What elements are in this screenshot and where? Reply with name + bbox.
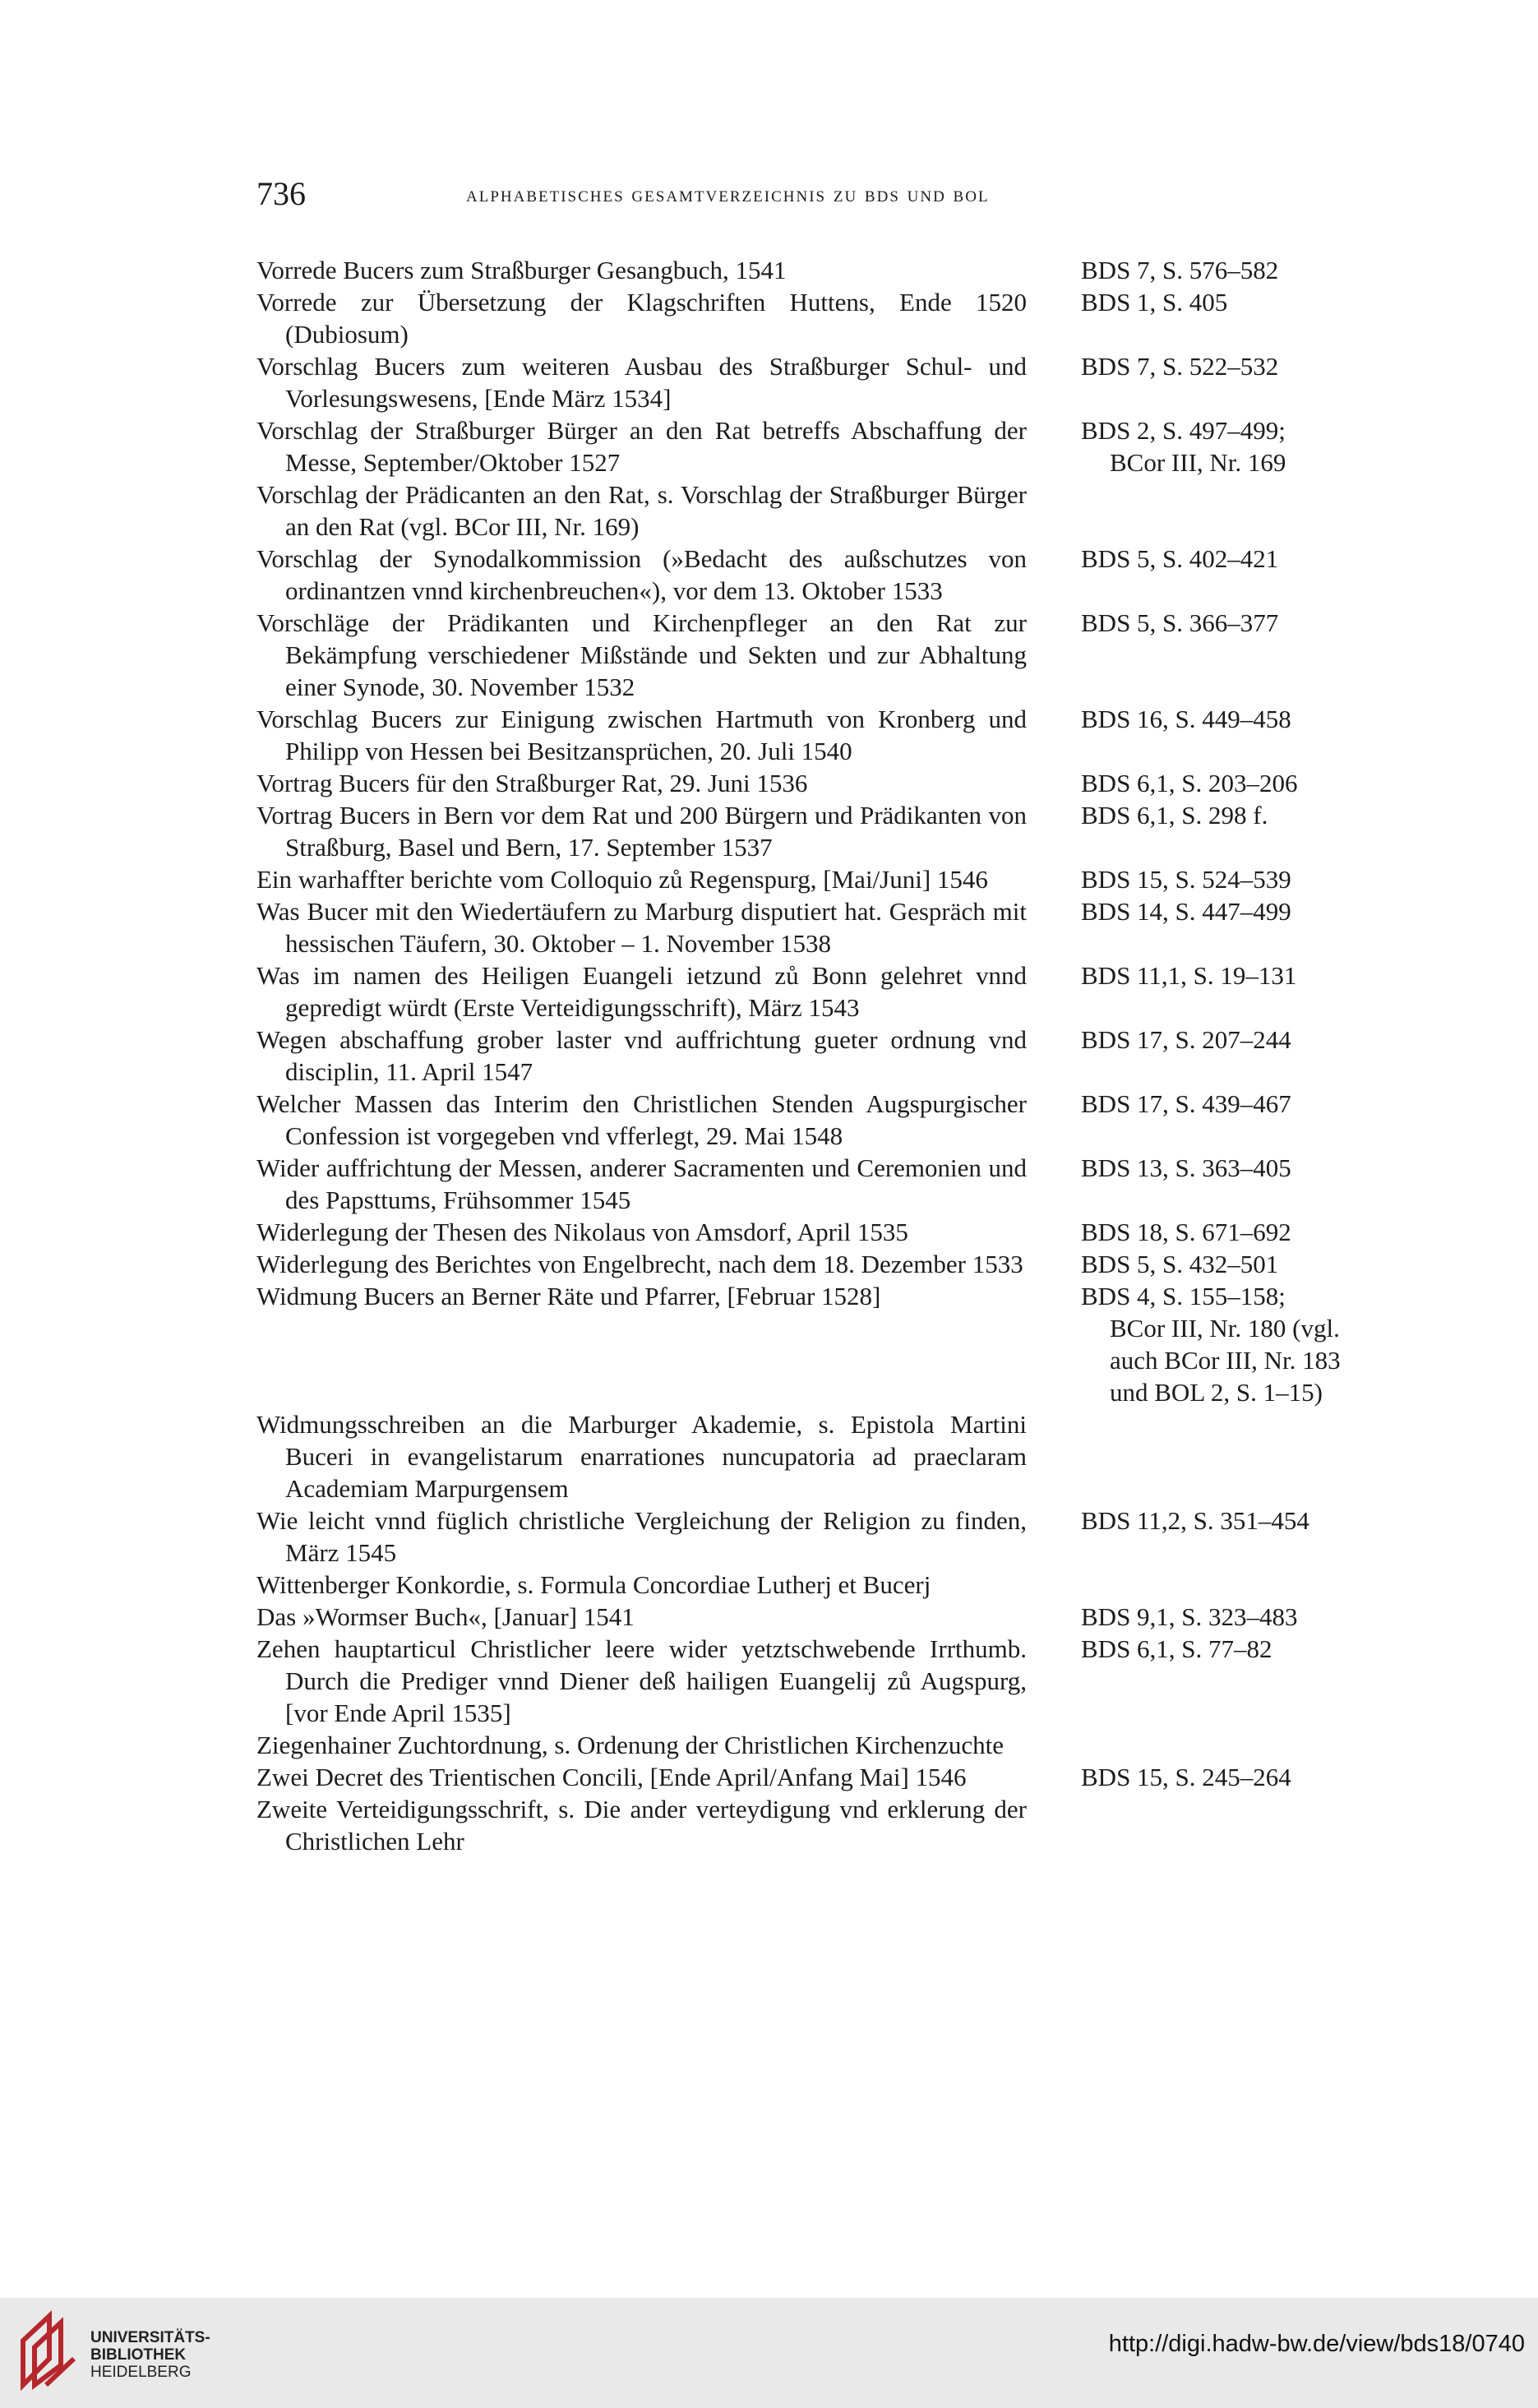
index-entry xyxy=(256,543,1383,607)
entry-title: Widerlegung des Berichtes von Engelbrecht, nach dem 18. Dezember 1533 xyxy=(256,1250,1023,1278)
entry-title: Wegen abschaffung grober laster vnd auffrichtung gueter ordnung vnd disciplin, 11. April 1547 xyxy=(256,1025,1027,1086)
entry-title: Vorschlag Bucers zur Einigung zwischen Hartmuth von Kronberg und Philipp von Hessen bei Besitzansprüchen, 20. Juli 1540 xyxy=(256,705,1027,765)
entry-title: Ziegenhainer Zuchtordnung, s. Ordenung der Christlichen Kirchenzuchte xyxy=(256,1731,1005,1759)
library-logo-icon xyxy=(16,2309,84,2392)
entry-title: Wie leicht vnnd füglich christliche Vergleichung der Religion zu finden, März 1545 xyxy=(256,1506,1027,1567)
reference-line: BDS 5, S. 366–377 xyxy=(1081,608,1279,637)
entry-reference xyxy=(1081,703,1328,767)
entry-reference xyxy=(1081,414,1328,478)
reference-line: BDS 6,1, S. 77–82 xyxy=(1081,1634,1272,1663)
reference-line: BCor III, Nr. 180 (vgl. xyxy=(1110,1314,1340,1343)
index-entry xyxy=(256,414,1383,478)
index-entries xyxy=(256,254,1383,1857)
index-entry xyxy=(256,1280,1383,1408)
index-entry xyxy=(256,350,1383,414)
entry-reference xyxy=(1081,1761,1328,1793)
entry-reference xyxy=(1081,767,1328,799)
index-entry xyxy=(256,478,1383,543)
reference-line: BDS 9,1, S. 323–483 xyxy=(1081,1602,1298,1631)
entry-reference xyxy=(1081,1408,1328,1504)
reference-line: BDS 6,1, S. 298 f. xyxy=(1081,801,1268,830)
entry-reference xyxy=(1081,863,1328,895)
reference-line: BDS 15, S. 245–264 xyxy=(1081,1763,1291,1791)
entry-title: Vorschlag der Prädicanten an den Rat, s. Vorschlag der Straßburger Bürger an den Rat (vgl. BCor III, Nr. 169) xyxy=(256,480,1027,541)
reference-line: auch BCor III, Nr. 183 xyxy=(1110,1346,1341,1375)
library-logo-text xyxy=(90,2329,210,2381)
logo-line-1: UNIVERSITÄTS- xyxy=(90,2329,210,2346)
page-number: 736 xyxy=(256,175,306,212)
index-entry xyxy=(256,1024,1383,1088)
entry-title: Widmung Bucers an Berner Räte und Pfarrer, [Februar 1528] xyxy=(256,1282,881,1310)
index-entry xyxy=(256,1248,1383,1280)
reference-line: BDS 2, S. 497–499; xyxy=(1081,416,1286,445)
index-entry xyxy=(256,1729,1383,1761)
reference-line: und BOL 2, S. 1–15) xyxy=(1110,1378,1323,1407)
entry-title: Was im namen des Heiligen Euangeli ietzund zů Bonn gelehret vnnd gepredigt würdt (Erste Verteidigungsschrift), März 1543 xyxy=(256,961,1027,1022)
source-url-link[interactable]: http://digi.hadw-bw.de/view/bds18/0740 xyxy=(1108,2331,1525,2357)
entry-reference xyxy=(1081,1601,1328,1633)
entry-title: Vorschlag der Straßburger Bürger an den Rat betreffs Abschaffung der Messe, September/Oktober 1527 xyxy=(256,416,1027,477)
index-entry xyxy=(256,1408,1383,1504)
reference-line: BDS 14, S. 447–499 xyxy=(1081,897,1291,926)
index-entry xyxy=(256,1152,1383,1216)
index-entry xyxy=(256,767,1383,799)
entry-reference xyxy=(1081,1633,1328,1729)
reference-line: BDS 13, S. 363–405 xyxy=(1081,1153,1291,1182)
library-logo[interactable] xyxy=(16,2308,230,2398)
index-entry xyxy=(256,1601,1383,1633)
entry-reference xyxy=(1081,799,1328,863)
entry-title: Vorschlag der Synodalkommission (»Bedacht des außschutzes von ordinantzen vnnd kirchenbreuchen«), vor dem 13. Oktober 1533 xyxy=(256,544,1027,605)
entry-title: Vortrag Bucers in Bern vor dem Rat und 200 Bürgern und Prädikanten von Straßburg, Basel und Bern, 17. September 1537 xyxy=(256,801,1027,862)
entry-reference xyxy=(1081,543,1328,607)
entry-reference xyxy=(1081,607,1328,703)
reference-line: BDS 16, S. 449–458 xyxy=(1081,705,1291,733)
entry-title: Widerlegung der Thesen des Nikolaus von Amsdorf, April 1535 xyxy=(256,1218,908,1246)
footer-bar xyxy=(0,2298,1538,2408)
entry-title: Wittenberger Konkordie, s. Formula Concordiae Lutherj et Bucerj xyxy=(256,1570,931,1599)
entry-reference xyxy=(1081,959,1328,1024)
entry-reference xyxy=(1081,286,1328,350)
reference-line: BDS 17, S. 439–467 xyxy=(1081,1089,1291,1118)
entry-reference xyxy=(1081,1088,1328,1152)
entry-reference xyxy=(1081,895,1328,959)
index-entry xyxy=(256,286,1383,350)
index-entry xyxy=(256,703,1383,767)
entry-reference xyxy=(1081,350,1328,414)
entry-reference xyxy=(1081,1504,1328,1569)
index-entry xyxy=(256,799,1383,863)
entry-title: Was Bucer mit den Wiedertäufern zu Marburg disputiert hat. Gespräch mit hessischen Täufern, 30. Oktober – 1. November 1538 xyxy=(256,897,1027,958)
reference-line: BDS 11,2, S. 351–454 xyxy=(1081,1506,1309,1535)
index-entry xyxy=(256,959,1383,1024)
entry-reference xyxy=(1081,478,1328,543)
entry-title: Ein warhaffter berichte vom Colloquio zů Regenspurg, [Mai/Juni] 1546 xyxy=(256,865,988,894)
entry-reference xyxy=(1081,1216,1328,1248)
entry-reference xyxy=(1081,1024,1328,1088)
entry-reference xyxy=(1081,1152,1328,1216)
entry-title: Vorschläge der Prädikanten und Kirchenpfleger an den Rat zur Bekämpfung verschiedener Mißstände und Sekten und zur Abhaltung einer Synode, 30. November 1532 xyxy=(256,608,1027,701)
index-entry xyxy=(256,1088,1383,1152)
reference-line: BDS 5, S. 402–421 xyxy=(1081,544,1279,573)
entry-reference xyxy=(1081,1793,1328,1857)
entry-title: Zehen hauptarticul Christlicher leere wider yetztschwebende Irrthumb. Durch die Prediger vnnd Diener deß hailigen Euangelij zů Augspurg, [vor Ende April 1535] xyxy=(256,1634,1027,1727)
entry-title: Widmungsschreiben an die Marburger Akademie, s. Epistola Martini Buceri in evangelistarum enarrationes nuncupatoria ad praeclaram Academiam Marpurgensem xyxy=(256,1410,1027,1503)
entry-title: Zwei Decret des Trientischen Concili, [Ende April/Anfang Mai] 1546 xyxy=(256,1763,967,1791)
entry-reference xyxy=(1081,1248,1328,1280)
reference-line: BDS 4, S. 155–158; xyxy=(1081,1282,1286,1310)
logo-line-2: BIBLIOTHEK xyxy=(90,2346,187,2364)
index-entry xyxy=(256,895,1383,959)
entry-reference xyxy=(1081,254,1328,286)
entry-title: Zweite Verteidigungsschrift, s. Die ander verteydigung vnd erklerung der Christlichen Lehr xyxy=(256,1795,1027,1856)
entry-title: Vorrede Bucers zum Straßburger Gesangbuch, 1541 xyxy=(256,256,787,284)
index-entry xyxy=(256,1793,1383,1857)
index-entry xyxy=(256,607,1383,703)
entry-title: Vorrede zur Übersetzung der Klagschriften Huttens, Ende 1520 (Dubiosum) xyxy=(256,288,1027,349)
index-entry xyxy=(256,863,1383,895)
entry-title: Welcher Massen das Interim den Christlichen Stenden Augspurgischer Confession ist vorgegeben vnd vfferlegt, 29. Mai 1548 xyxy=(256,1089,1027,1150)
index-entry xyxy=(256,1216,1383,1248)
reference-line: BDS 11,1, S. 19–131 xyxy=(1081,961,1297,990)
index-entry xyxy=(256,254,1383,286)
index-entry xyxy=(256,1633,1383,1729)
reference-line: BCor III, Nr. 169 xyxy=(1110,448,1286,477)
page-header xyxy=(256,173,1161,215)
entry-title: Wider auffrichtung der Messen, anderer Sacramenten und Ceremonien und des Papsttums, Frühsommer 1545 xyxy=(256,1153,1027,1214)
index-entry xyxy=(256,1569,1383,1601)
index-entry xyxy=(256,1761,1383,1793)
entry-title: Das »Wormser Buch«, [Januar] 1541 xyxy=(256,1602,635,1631)
reference-line: BDS 6,1, S. 203–206 xyxy=(1081,769,1298,797)
reference-line: BDS 7, S. 576–582 xyxy=(1081,256,1279,284)
running-head: alphabetisches gesamtverzeichnis zu bds und bol xyxy=(466,182,990,206)
reference-line: BDS 7, S. 522–532 xyxy=(1081,352,1279,381)
index-entry xyxy=(256,1504,1383,1569)
entry-reference xyxy=(1081,1569,1328,1601)
entry-title: Vortrag Bucers für den Straßburger Rat, 29. Juni 1536 xyxy=(256,769,808,797)
reference-line: BDS 5, S. 432–501 xyxy=(1081,1250,1279,1278)
entry-reference xyxy=(1081,1729,1328,1761)
reference-line: BDS 17, S. 207–244 xyxy=(1081,1025,1291,1054)
reference-line: BDS 1, S. 405 xyxy=(1081,288,1228,317)
entry-title: Vorschlag Bucers zum weiteren Ausbau des Straßburger Schul- und Vorlesungswesens, [Ende März 1534] xyxy=(256,352,1027,413)
entry-reference xyxy=(1081,1280,1341,1408)
reference-line: BDS 15, S. 524–539 xyxy=(1081,865,1291,894)
reference-line: BDS 18, S. 671–692 xyxy=(1081,1218,1291,1246)
logo-line-3: HEIDELBERG xyxy=(90,2364,192,2381)
